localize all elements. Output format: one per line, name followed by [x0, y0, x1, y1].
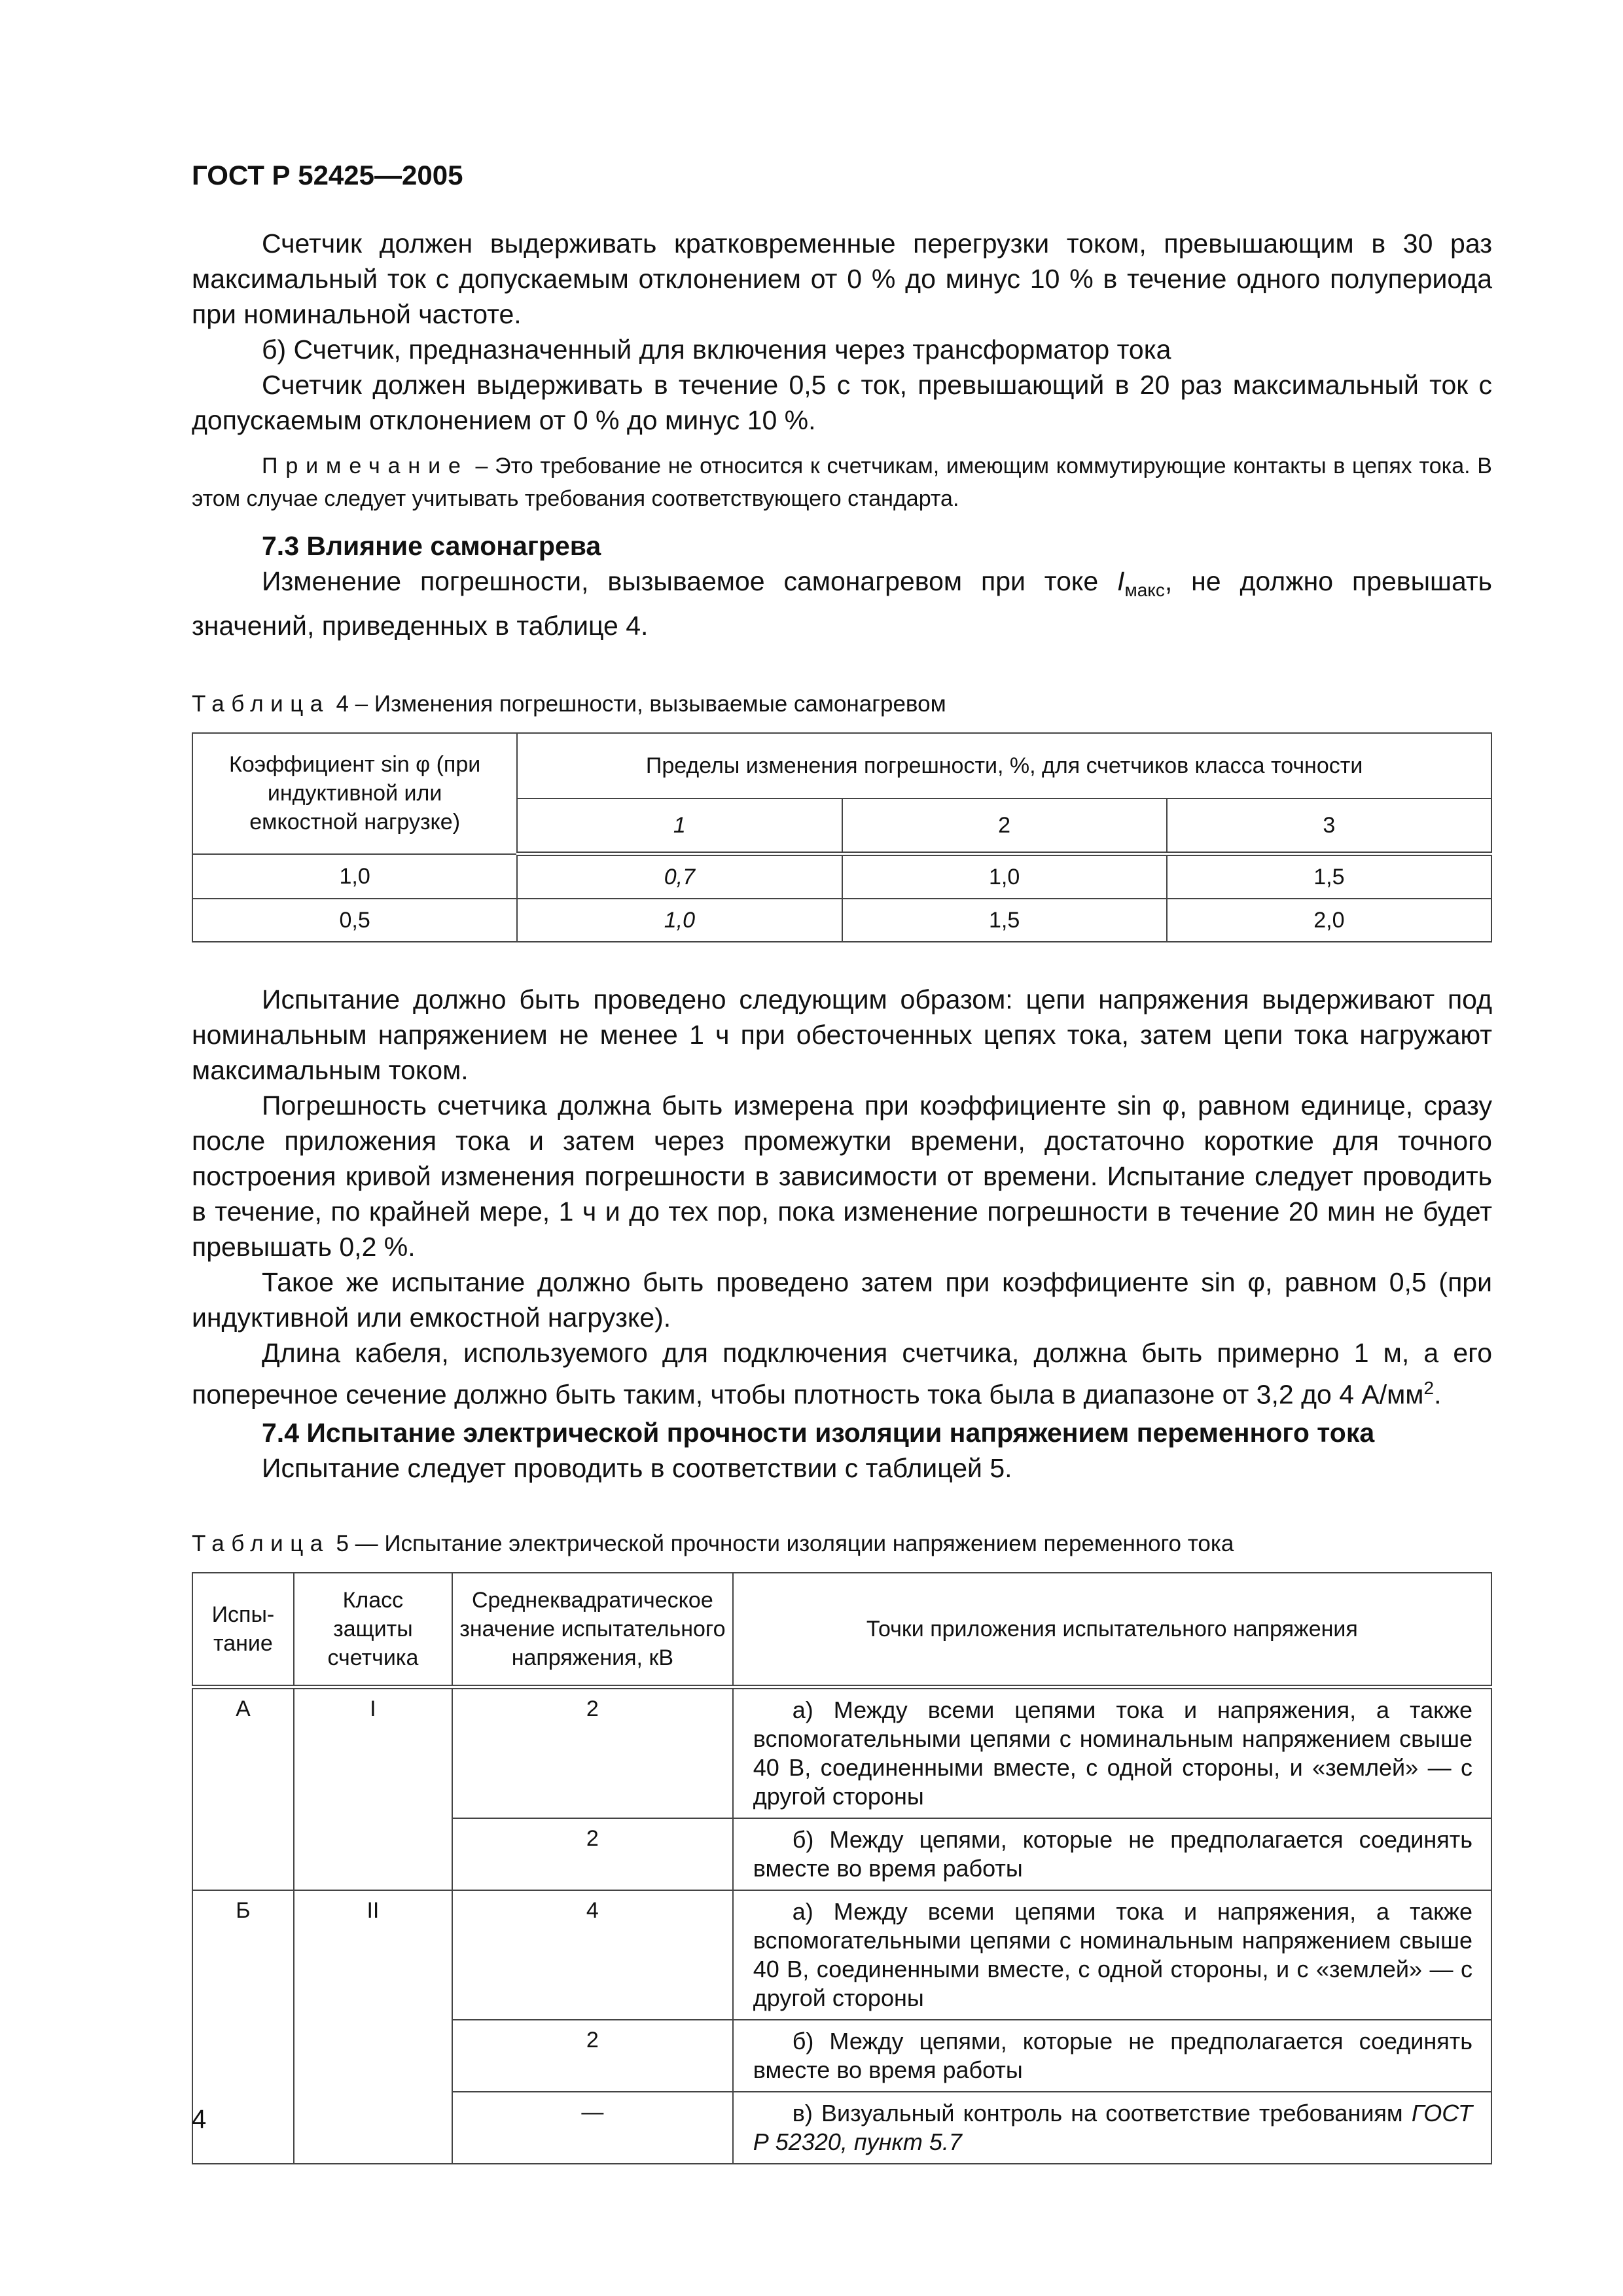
table-row: 2 б) Между цепями, которые не предполагается соединять вместе во время работы — [192, 2020, 1491, 2092]
table-row: 1,0 0,7 1,0 1,5 — [192, 854, 1491, 899]
table-row: 0,5 1,0 1,5 2,0 — [192, 899, 1491, 942]
table-row: А I 2 а) Между всеми цепями тока и напряжения, а также вспомогательными цепями с номинальным напряжением свыше 40 В, соединенными вместе, с одной стороны, и «землей» — с другой стороны — [192, 1687, 1491, 1818]
paragraph: б) Счетчик, предназначенный для включения через трансформатор тока — [262, 334, 1171, 365]
paragraph: Изменение погрешности, вызываемое самонагревом при токе $I_{макс}$, не должно превышать значений, приведенных в таблице 4. — [192, 566, 1492, 641]
table-caption: Таблица 4 – Изменения погрешности, вызываемые самонагревом — [192, 691, 946, 717]
note-text: – Это требование не относится к счетчикам, имеющим коммутирующие контакты в цепях тока. В этом случае следует учитывать требования соответствующего стандарта. — [192, 454, 1492, 511]
table-header-cell: 2 — [842, 798, 1167, 854]
table-header-cell: 1 — [517, 798, 842, 854]
table-header-cell: Пределы изменения погрешности, %, для счетчиков класса точности — [517, 733, 1491, 798]
page-content — [192, 226, 1492, 2164]
note — [192, 450, 1492, 515]
paragraph: Счетчик должен выдерживать кратковременные перегрузки током, превышающим в 30 раз максимальный ток с допускаемым отклонением от 0 % до минус 10 % в течение одного полупериода при номинальной частоте. — [192, 228, 1492, 329]
table-header-cell: 3 — [1167, 798, 1491, 854]
paragraph: Счетчик должен выдерживать в течение 0,5 с ток, превышающий в 20 раз максимальный ток с допускаемым отклонением от 0 % до минус 10 %. — [192, 370, 1492, 435]
paragraph: Испытание должно быть проведено следующим образом: цепи напряжения выдерживают под номинальным напряжением не менее 1 ч при обесточенных цепях тока, затем цепи тока нагружают максимальным током. — [192, 984, 1492, 1086]
table-header-cell: Среднеквадратическое значение испытательного напряжения, кВ — [452, 1573, 733, 1687]
table-4 — [192, 732, 1492, 942]
note-label: Примечание — [262, 454, 469, 478]
table-5 — [192, 1572, 1492, 2164]
section-heading: 7.3 Влияние самонагрева — [262, 531, 601, 561]
table-row: 2 б) Между цепями, которые не предполагается соединять вместе во время работы — [192, 1818, 1491, 1890]
page-number: 4 — [192, 2105, 207, 2134]
paragraph: Испытание следует проводить в соответствии с таблицей 5. — [262, 1452, 1012, 1483]
table-header-cell: Класс защиты счетчика — [294, 1573, 452, 1687]
paragraph: Такое же испытание должно быть проведено затем при коэффициенте sin φ, равном 0,5 (при индуктивной или емкостной нагрузке). — [192, 1267, 1492, 1333]
table-row: — в) Визуальный контроль на соответствие требованиям ГОСТ Р 52320, пункт 5.7 — [192, 2092, 1491, 2164]
table-header-cell: Точки приложения испытательного напряжения — [733, 1573, 1491, 1687]
table-row: Б II 4 а) Между всеми цепями тока и напряжения, а также вспомогательными цепями с номинальным напряжением свыше 40 В, соединенными вместе, с одной стороны, и с «землей» — с другой стороны — [192, 1890, 1491, 2020]
paragraph: Длина кабеля, используемого для подключения счетчика, должна быть примерно 1 м, а его поперечное сечение должно быть таким, чтобы плотность тока была в диапазоне от 3,2 до 4 $А/мм^2$. — [192, 1338, 1492, 1410]
table-header-cell: Испы- тание — [192, 1573, 294, 1687]
section-heading: 7.4 Испытание электрической прочности изоляции напряжением переменного тока — [262, 1417, 1375, 1448]
paragraph: Погрешность счетчика должна быть измерена при коэффициенте sin φ, равном единице, сразу после приложения тока и затем через промежутки времени, достаточно короткие для точного построения кривой изменения погрешности в зависимости от времени. Испытание следует проводить в течение, по крайней мере, 1 ч и до тех пор, пока изменение погрешности в течение 20 мин не будет превышать 0,2 %. — [192, 1090, 1492, 1263]
table-caption: Таблица 5 — Испытание электрической прочности изоляции напряжением переменного тока — [192, 1530, 1234, 1556]
table-header-cell: Коэффициент sin φ (при индуктивной или емкостной нагрузке) — [192, 733, 517, 854]
document-header: ГОСТ Р 52425—2005 — [192, 160, 463, 190]
